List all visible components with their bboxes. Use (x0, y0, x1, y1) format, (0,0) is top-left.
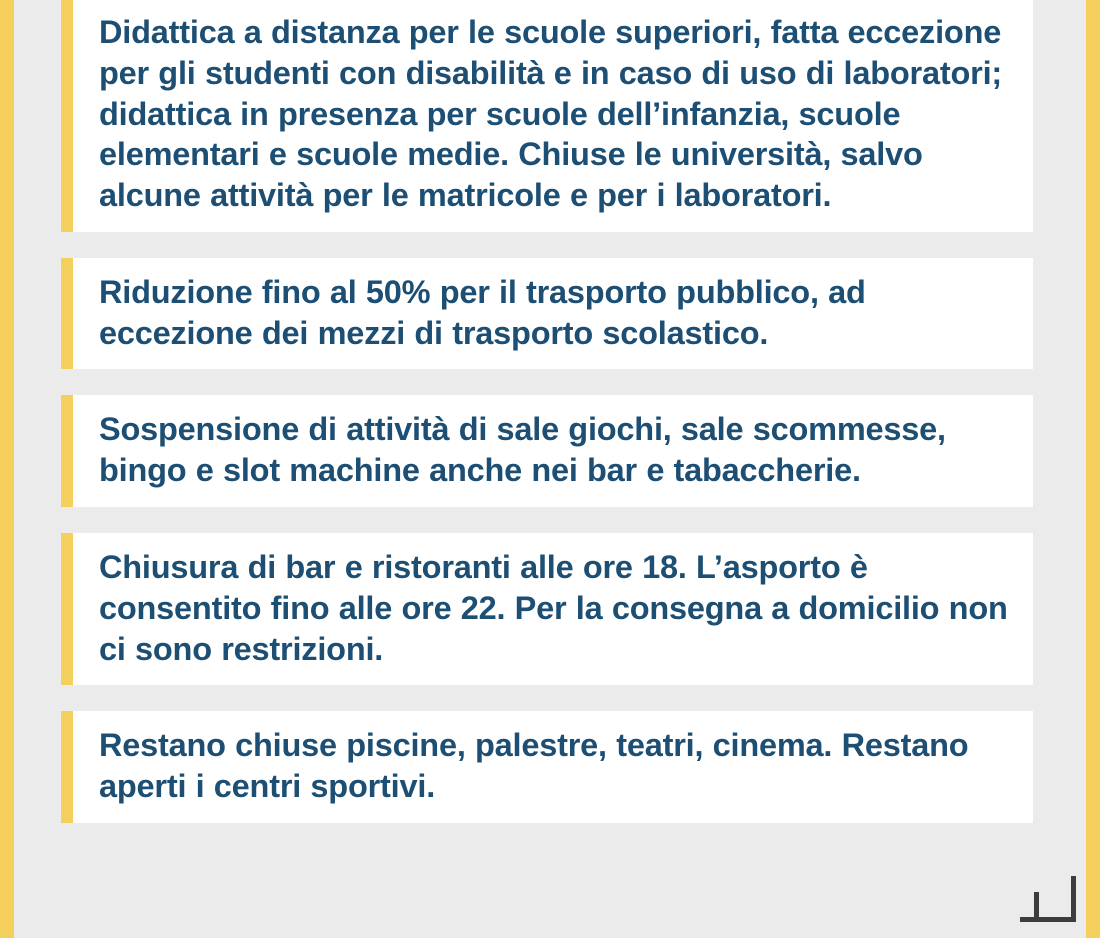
measure-text: Chiusura di bar e ristoranti alle ore 18. L’asporto è consentito fino alle ore 22. Per la consegna a domicilio non ci sono restrizioni. (99, 549, 1008, 667)
measure-card (61, 258, 1033, 370)
measure-card (61, 533, 1033, 685)
accent-bar (61, 711, 73, 823)
accent-bar (61, 258, 73, 370)
measure-card (61, 0, 1033, 232)
measures-list (14, 0, 1086, 938)
measure-text: Restano chiuse piscine, palestre, teatri, cinema. Restano aperti i centri sportivi. (99, 727, 969, 805)
measure-text: Didattica a distanza per le scuole superiori, fatta eccezione per gli studenti con disabilità e in caso di uso di laboratori; didattica in presenza per scuole dell’infanzia, scuole elementari e scuole medie. Chiuse le università, salvo alcune attività per le matricole e per i laboratori. (99, 14, 1003, 214)
frame-border-left (0, 0, 14, 938)
accent-bar (61, 533, 73, 685)
measure-text: Sospensione di attività di sale giochi, sale scommesse, bingo e slot machine anche nei bar e tabaccherie. (99, 411, 946, 489)
accent-bar (61, 395, 73, 507)
measure-text: Riduzione fino al 50% per il trasporto pubblico, ad eccezione dei mezzi di trasporto scolastico. (99, 273, 866, 351)
frame-border-right (1086, 0, 1100, 938)
accent-bar (61, 0, 73, 232)
measure-card (61, 395, 1033, 507)
measure-card (61, 711, 1033, 823)
